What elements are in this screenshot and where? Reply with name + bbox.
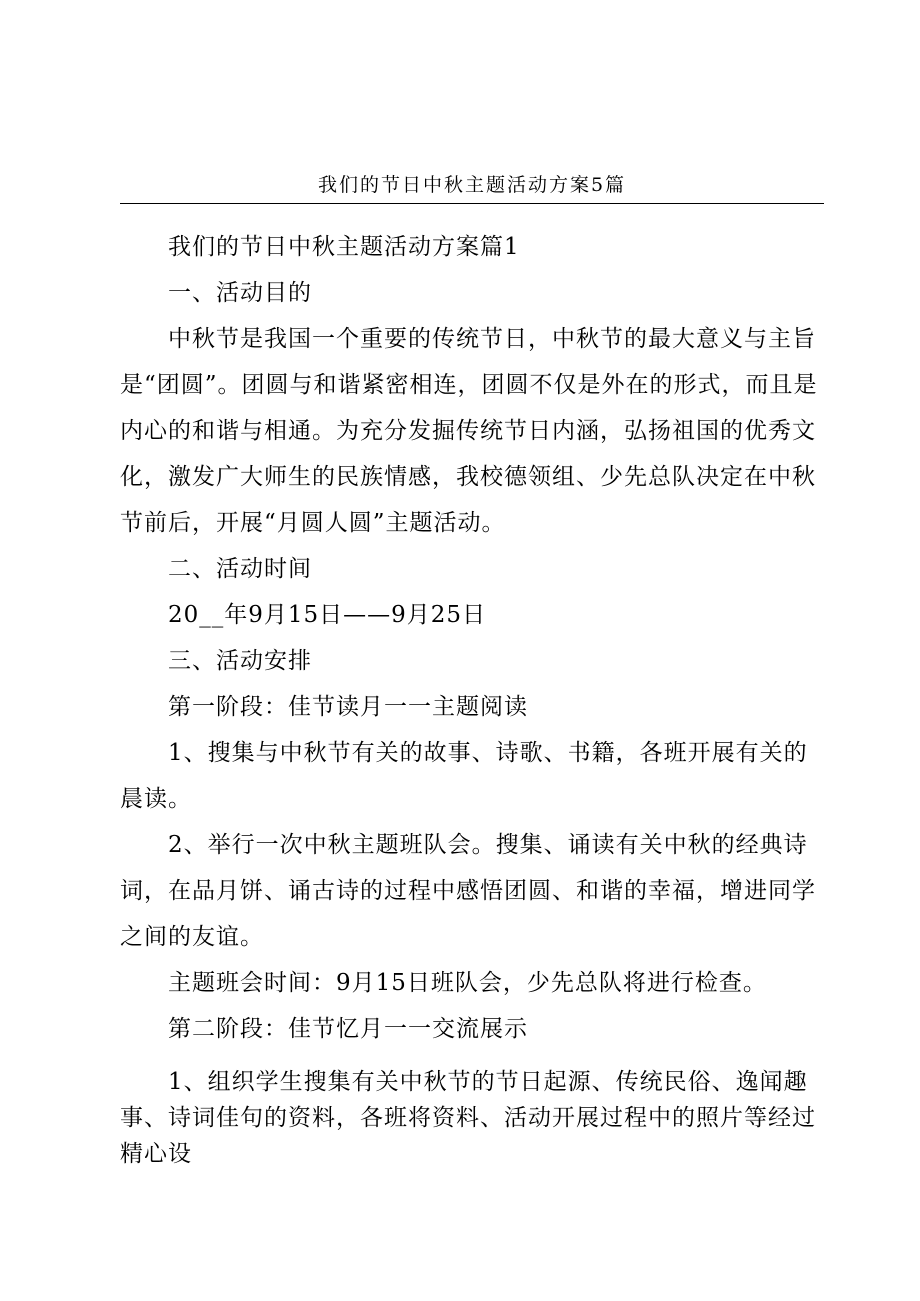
paragraph: 1、组织学生搜集有关中秋节的节日起源、传统民俗、逸闻趣事、诗词佳句的资料，各班将资料、活动开展过程中的照片等经过精心设 bbox=[120, 1069, 816, 1167]
paragraph: 第二阶段：佳节忆月一一交流展示 bbox=[168, 1016, 528, 1042]
paragraph: 中秋节是我国一个重要的传统节日，中秋节的最大意义与主旨是“团圆”。团圆与和谐紧密相连，团圆不仅是外在的形式，而且是内心的和谐与相通。为充分发掘传统节日内涵，弘扬祖国的优秀文化，激发广大师生的民族情感，我校德领组、少先总队决定在中秋节前后，开展“月圆人圆”主题活动。 bbox=[120, 326, 818, 536]
title-underline bbox=[120, 203, 824, 204]
section-heading: 我们的节日中秋主题活动方案篇1 bbox=[168, 234, 520, 260]
paragraph: 2、举行一次中秋主题班队会。搜集、诵读有关中秋的经典诗词，在品月饼、诵古诗的过程中感悟团圆、和谐的幸福，增进同学之间的友谊。 bbox=[120, 832, 816, 950]
section-heading: 二、活动时间 bbox=[168, 556, 312, 582]
paragraph: 1、搜集与中秋节有关的故事、诗歌、书籍，各班开展有关的晨读。 bbox=[120, 740, 808, 812]
document-title: 我们的节日中秋主题活动方案5篇 bbox=[317, 174, 627, 196]
paragraph: 第一阶段：佳节读月一一主题阅读 bbox=[168, 694, 528, 720]
section-heading: 三、活动安排 bbox=[168, 648, 312, 674]
paragraph: 主题班会时间：9月15日班队会，少先总队将进行检查。 bbox=[168, 970, 767, 996]
section-heading: 一、活动目的 bbox=[168, 280, 312, 306]
paragraph: 20__年9月15日——9月25日 bbox=[168, 602, 487, 628]
document-body bbox=[120, 224, 824, 1172]
